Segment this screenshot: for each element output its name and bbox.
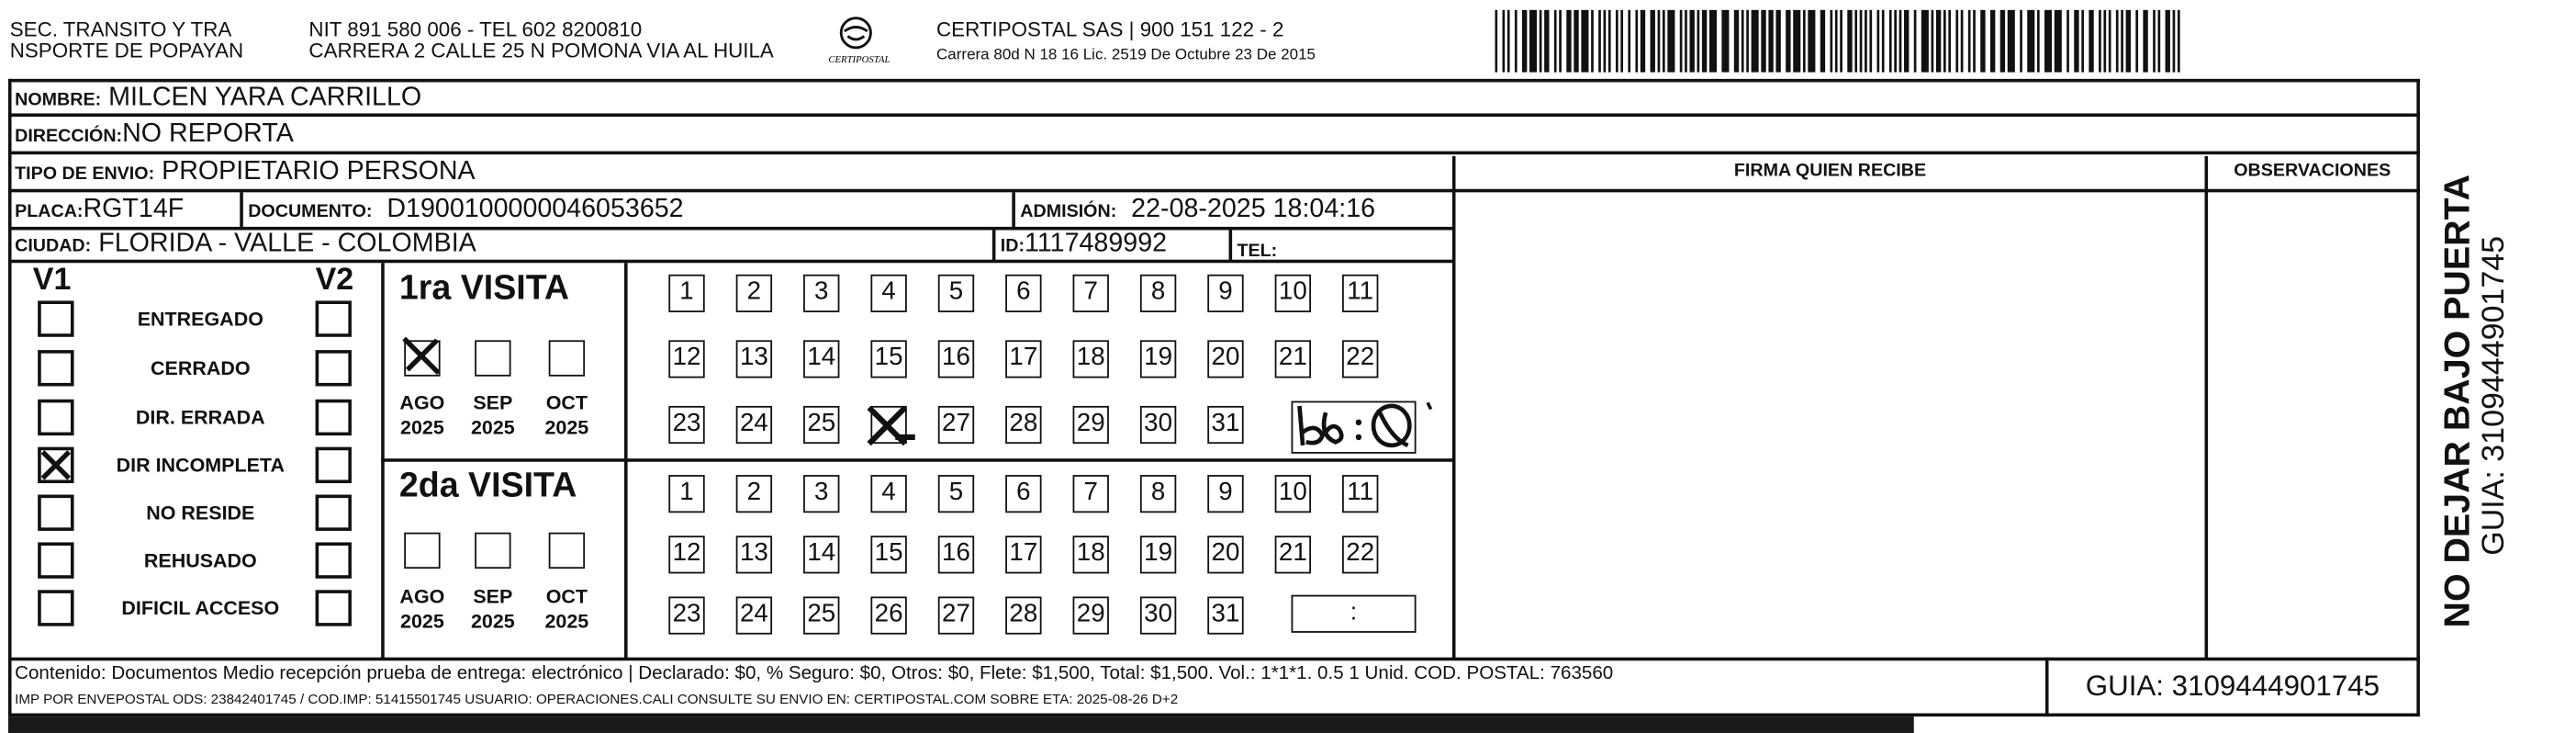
visit2-day-2[interactable]: 2 — [736, 475, 772, 513]
admision-label: ADMISIÓN: — [1020, 202, 1117, 222]
visit2-month-ago: AGO — [399, 584, 445, 609]
status-dificil-acceso: DIFICIL ACCESO — [121, 596, 280, 620]
visit2-day-24[interactable]: 24 — [736, 596, 772, 634]
visit2-day-29[interactable]: 29 — [1073, 596, 1109, 634]
visit1-day-23[interactable]: 23 — [668, 406, 704, 444]
visit1-day-5[interactable]: 5 — [938, 275, 974, 312]
v1-dir-errada-checkbox[interactable] — [38, 400, 73, 435]
courier-logo — [816, 15, 902, 67]
v1-dificil-acceso-checkbox[interactable] — [38, 590, 73, 626]
visit1-day-12[interactable]: 12 — [668, 340, 704, 378]
imp-line: IMP POR ENVEPOSTAL ODS: 23842401745 / COD.IMP: 51415501745 USUARIO: OPERACIONES.CALI CONSULTE SU ENVIO EN: CERTIPOSTAL.COM SOBRE ETA: 2025-08-26 D+2 — [15, 690, 1179, 707]
placa-label: PLACA: — [15, 202, 84, 222]
visit1-day-19[interactable]: 19 — [1140, 340, 1176, 378]
status-dir-errada: DIR. ERRADA — [135, 405, 265, 429]
visit2-day-22[interactable]: 22 — [1342, 536, 1378, 573]
v2-dir-incompleta-checkbox[interactable] — [316, 447, 352, 483]
visit1-month-sep: SEP — [473, 390, 513, 414]
status-entregado: ENTREGADO — [137, 307, 263, 331]
placa-value: RGT14F — [83, 195, 185, 224]
visit1-day-30[interactable]: 30 — [1140, 406, 1176, 444]
tipo-envio-value: PROPIETARIO PERSONA — [162, 157, 476, 186]
barcode-bars-icon — [1495, 10, 2186, 73]
id-value: 1117489992 — [1025, 230, 1168, 258]
visit2-day-3[interactable]: 3 — [803, 475, 839, 513]
visit2-day-4[interactable]: 4 — [870, 475, 906, 513]
visit2-day-18[interactable]: 18 — [1073, 536, 1109, 573]
visit1-year-ago: 2025 — [399, 415, 444, 439]
visit2-title: 2da VISITA — [398, 467, 577, 505]
visit2-day-30[interactable]: 30 — [1140, 596, 1176, 634]
visit1-month-oct: OCT — [545, 390, 588, 414]
visit1-day-16[interactable]: 16 — [938, 340, 974, 378]
visit1-day-10[interactable]: 10 — [1275, 275, 1311, 312]
courier-logo-icon — [816, 15, 902, 67]
visit2-month-sep: SEP — [473, 584, 513, 609]
visit1-day-31[interactable]: 31 — [1207, 406, 1243, 444]
visit1-day-22[interactable]: 22 — [1342, 340, 1378, 378]
visit2-day-13[interactable]: 13 — [736, 536, 772, 573]
visit1-day-3[interactable]: 3 — [803, 275, 839, 312]
visit1-day-1[interactable]: 1 — [668, 275, 704, 312]
visit1-day-15[interactable]: 15 — [870, 340, 906, 378]
scan-edge — [8, 716, 1914, 733]
visit2-time-box[interactable]: : — [1292, 595, 1417, 633]
visit1-year-sep: 2025 — [470, 415, 515, 439]
visit2-month-oct-checkbox[interactable] — [549, 533, 585, 569]
side-guia: GUIA: 3109444901745 — [2477, 235, 2513, 556]
visit1-day-11[interactable]: 11 — [1342, 275, 1378, 312]
visit1-day-28[interactable]: 28 — [1005, 406, 1041, 444]
visit2-day-8[interactable]: 8 — [1140, 475, 1176, 513]
v2-rehusado-checkbox[interactable] — [316, 542, 352, 578]
visit1-day-6[interactable]: 6 — [1005, 275, 1041, 312]
visit2-day-5[interactable]: 5 — [938, 475, 974, 513]
visit1-month-ago-checkbox[interactable] — [404, 340, 440, 376]
v1-entregado-checkbox[interactable] — [38, 300, 73, 336]
visit2-month-sep-checkbox[interactable] — [475, 533, 510, 569]
visit1-day-27[interactable]: 27 — [938, 406, 974, 444]
visit2-day-27[interactable]: 27 — [938, 596, 974, 634]
visit1-day-29[interactable]: 29 — [1073, 406, 1109, 444]
contenido-line: Contenido: Documentos Medio recepción prueba de entrega: electrónico | Declarado: $0, % Seguro: $0, Otros: $0, Flete: $1,500, Total: $1,500. Vol.: 1*1*1. 0.5 1 Unid. COD. POSTAL: 763560 — [15, 663, 1614, 684]
visit1-month-oct-checkbox[interactable] — [549, 340, 585, 376]
guia-footer: GUIA: 3109444901745 — [2085, 669, 2380, 702]
visit2-month-oct: OCT — [545, 584, 588, 609]
visit2-day-26[interactable]: 26 — [870, 596, 906, 634]
courier-name: CERTIPOSTAL SAS | 900 151 122 - 2 — [936, 17, 1284, 41]
ciudad-value: FLORIDA - VALLE - COLOMBIA — [98, 230, 476, 258]
documento-label: DOCUMENTO: — [248, 202, 373, 222]
v2-dificil-acceso-checkbox[interactable] — [316, 590, 352, 626]
direccion-label: DIRECCIÓN: — [15, 126, 123, 147]
ciudad-label: CIUDAD: — [15, 236, 92, 257]
visit2-day-21[interactable]: 21 — [1275, 536, 1311, 573]
courier-license: Carrera 80d N 18 16 Lic. 2519 De Octubre 23 De 2015 — [936, 46, 1316, 64]
visit1-time-box — [1292, 401, 1417, 454]
visit1-day-25[interactable]: 25 — [803, 406, 839, 444]
visit2-day-16[interactable]: 16 — [938, 536, 974, 573]
visit2-day-25[interactable]: 25 — [803, 596, 839, 634]
visit2-month-ago-checkbox[interactable] — [404, 533, 440, 569]
v2-label: V2 — [315, 263, 354, 298]
courier-logo-text: CERTIPOSTAL — [828, 53, 890, 65]
v1-dir-incompleta-checkbox[interactable] — [38, 447, 73, 483]
visit2-day-17[interactable]: 17 — [1005, 536, 1041, 573]
visit2-day-1[interactable]: 1 — [668, 475, 704, 513]
tipo-envio-label: TIPO DE ENVIO: — [15, 164, 155, 185]
status-cerrado: CERRADO — [151, 356, 251, 380]
visit1-day-17[interactable]: 17 — [1005, 340, 1041, 378]
v1-cerrado-checkbox[interactable] — [38, 350, 73, 386]
visit2-year-sep: 2025 — [470, 609, 515, 633]
v1-no-reside-checkbox[interactable] — [38, 495, 73, 531]
visit1-day-21[interactable]: 21 — [1275, 340, 1311, 378]
observaciones-header: OBSERVACIONES — [2234, 161, 2391, 181]
visit2-day-7[interactable]: 7 — [1073, 475, 1109, 513]
visit2-day-10[interactable]: 10 — [1275, 475, 1311, 513]
visit1-year-oct: 2025 — [544, 415, 589, 439]
visit1-month-sep-checkbox[interactable] — [475, 340, 510, 376]
visit1-day-4[interactable]: 4 — [870, 275, 906, 312]
v2-dir-errada-checkbox[interactable] — [316, 400, 352, 435]
visit2-day-9[interactable]: 9 — [1207, 475, 1243, 513]
status-no-reside: NO RESIDE — [146, 501, 255, 524]
id-label: ID: — [1000, 236, 1025, 257]
barcode — [1495, 10, 2186, 73]
visit2-day-6[interactable]: 6 — [1005, 475, 1041, 513]
nombre-value: MILCEN YARA CARRILLO — [108, 84, 422, 112]
checkmark-x-icon — [399, 332, 445, 378]
nombre-label: NOMBRE: — [15, 90, 102, 110]
documento-value: D1900100000046053652 — [386, 195, 684, 224]
status-rehusado: REHUSADO — [143, 548, 257, 572]
side-headline: NO DEJAR BAJO PUERTA — [2436, 174, 2478, 628]
visit1-day-24[interactable]: 24 — [736, 406, 772, 444]
issuer-name-line1: SEC. TRANSITO Y TRA — [9, 17, 232, 41]
issuer-nit: NIT 891 580 006 - TEL 602 8200810 — [308, 17, 643, 41]
status-dir-incompleta: DIR INCOMPLETA — [116, 453, 285, 477]
admision-value: 22-08-2025 18:04:16 — [1131, 195, 1376, 224]
v1-rehusado-checkbox[interactable] — [38, 542, 73, 578]
visit1-day-26[interactable] — [870, 406, 906, 444]
visit2-day-20[interactable]: 20 — [1207, 536, 1243, 573]
visit2-year-oct: 2025 — [544, 609, 589, 633]
visit1-month-ago: AGO — [399, 390, 445, 414]
visit1-day-13[interactable]: 13 — [736, 340, 772, 378]
visit1-day-9[interactable]: 9 — [1207, 275, 1243, 312]
visit2-day-12[interactable]: 12 — [668, 536, 704, 573]
visit1-day-20[interactable]: 20 — [1207, 340, 1243, 378]
visit1-day-7[interactable]: 7 — [1073, 275, 1109, 312]
firma-header: FIRMA QUIEN RECIBE — [1733, 161, 1927, 181]
v2-no-reside-checkbox[interactable] — [316, 495, 352, 531]
visit2-year-ago: 2025 — [399, 609, 444, 633]
visit2-day-31[interactable]: 31 — [1207, 596, 1243, 634]
v2-cerrado-checkbox[interactable] — [316, 350, 352, 386]
v1-label: V1 — [32, 263, 72, 298]
visit1-title: 1ra VISITA — [398, 269, 570, 308]
visit1-day-2[interactable]: 2 — [736, 275, 772, 312]
visit2-day-14[interactable]: 14 — [803, 536, 839, 573]
visit1-day-8[interactable]: 8 — [1140, 275, 1176, 312]
issuer-name-line2: NSPORTE DE POPAYAN — [9, 39, 244, 62]
visit2-day-23[interactable]: 23 — [668, 596, 704, 634]
issuer-address: CARRERA 2 CALLE 25 N POMONA VIA AL HUILA — [308, 39, 774, 62]
visit2-day-28[interactable]: 28 — [1005, 596, 1041, 634]
tel-label: TEL: — [1237, 242, 1278, 262]
direccion-value: NO REPORTA — [122, 119, 294, 149]
v2-entregado-checkbox[interactable] — [316, 300, 352, 336]
checkmark-x-icon — [38, 447, 73, 483]
visit1-day-18[interactable]: 18 — [1073, 340, 1109, 378]
visit2-day-19[interactable]: 19 — [1140, 536, 1176, 573]
visit2-day-11[interactable]: 11 — [1342, 475, 1378, 513]
visit2-day-15[interactable]: 15 — [870, 536, 906, 573]
visit1-day-14[interactable]: 14 — [803, 340, 839, 378]
